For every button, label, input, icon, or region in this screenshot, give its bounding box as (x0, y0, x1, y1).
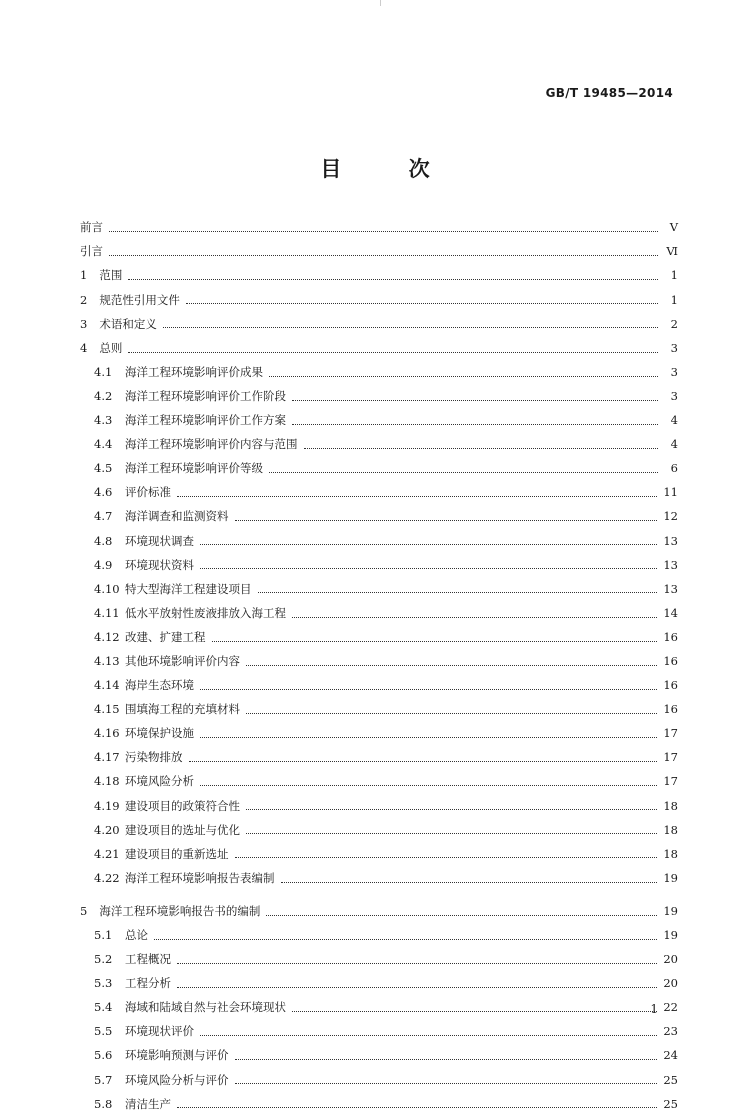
toc-entry-page: 1 (670, 292, 678, 307)
toc-entry-page: 3 (670, 388, 678, 403)
toc-entry-page: 16 (663, 653, 678, 668)
toc-entry-label: 环境现状资料 (125, 557, 194, 572)
toc-entry-page: Ⅴ (669, 220, 678, 235)
toc-entry (80, 505, 678, 529)
toc-entry (80, 216, 678, 240)
toc-entry-label: 海域和陆域自然与社会环境现状 (125, 1000, 286, 1015)
dot-leader (177, 962, 657, 964)
toc-entry-label: 总则 (99, 340, 123, 355)
toc-entry-page: 13 (663, 581, 678, 596)
dot-leader (200, 736, 657, 738)
toc-entry (80, 361, 678, 385)
toc-entry-number: 4.7 (94, 509, 113, 524)
toc-entry (80, 996, 678, 1020)
toc-entry (80, 722, 678, 746)
toc-entry-label: 改建、扩建工程 (125, 629, 206, 644)
toc-entry-number: 4.16 (94, 726, 120, 741)
toc-entry-page: 23 (663, 1024, 678, 1039)
dot-leader (200, 1034, 657, 1036)
toc-entry-number: 5.4 (94, 1000, 113, 1015)
toc-entry-label: 低水平放射性废液排放入海工程 (125, 605, 286, 620)
toc-entry-page: Ⅵ (666, 244, 678, 259)
dot-leader (292, 1010, 657, 1012)
dot-leader (200, 543, 657, 545)
toc-entry-label: 环境影响预测与评价 (125, 1048, 229, 1063)
dot-leader (304, 447, 659, 449)
gutter-mark (380, 0, 381, 6)
toc-entry-number: 1 (80, 268, 88, 283)
toc-entry-page: 19 (663, 870, 678, 885)
toc-entry (80, 481, 678, 505)
dot-leader (292, 616, 657, 618)
toc-entry-label: 其他环境影响评价内容 (125, 653, 240, 668)
toc-entry-number: 5.2 (94, 952, 113, 967)
toc-entry (80, 433, 678, 457)
toc-entry-number: 4 (80, 340, 88, 355)
dot-leader (189, 760, 658, 762)
toc-entry-number: 5.8 (94, 1096, 113, 1111)
dot-leader (200, 784, 657, 786)
toc-entry-number: 4.8 (94, 533, 113, 548)
toc-entry (80, 1044, 678, 1068)
toc-entry-page: 1 (670, 268, 678, 283)
toc-entry (80, 336, 678, 360)
toc-entry-number: 2 (80, 292, 88, 307)
toc-entry-page: 11 (663, 485, 678, 500)
toc-entry (80, 1092, 678, 1116)
toc-entry-number: 4.13 (94, 653, 120, 668)
toc-entry (80, 409, 678, 433)
toc-entry-label: 环境现状调查 (125, 533, 194, 548)
toc-entry-page: 2 (670, 316, 678, 331)
toc-entry-page: 17 (663, 750, 678, 765)
toc-entry-page: 18 (663, 798, 678, 813)
toc-entry (80, 746, 678, 770)
toc-entry (80, 818, 678, 842)
toc-entry-page: 17 (663, 774, 678, 789)
toc-entry-label: 术语和定义 (99, 316, 157, 331)
toc-entry-page: 22 (663, 1000, 678, 1015)
toc-entry (80, 553, 678, 577)
toc-entry-number: 4.15 (94, 702, 120, 717)
toc-entry-page: 18 (663, 822, 678, 837)
toc-entry-label: 建设项目的选址与优化 (125, 822, 240, 837)
toc-entry-number: 3 (80, 316, 88, 331)
toc-entry (80, 972, 678, 996)
toc-entry-label: 海洋工程环境影响报告书的编制 (99, 903, 261, 918)
toc-entry (80, 529, 678, 553)
toc-entry-number: 5.7 (94, 1072, 113, 1087)
toc-entry-number: 4.21 (94, 846, 120, 861)
toc-entry-page: 3 (670, 340, 678, 355)
toc-entry-label: 环境保护设施 (125, 726, 194, 741)
dot-leader (235, 1082, 658, 1084)
toc-entry-label: 海岸生态环境 (125, 678, 194, 693)
toc-entry-number: 4.6 (94, 485, 113, 500)
toc-entry-number: 5.5 (94, 1024, 113, 1039)
toc-entry-page: 12 (663, 509, 678, 524)
toc-entry-page: 3 (670, 364, 678, 379)
toc-entry-page: 25 (663, 1096, 678, 1111)
toc-entry-number: 4.19 (94, 798, 120, 813)
toc-entry-label: 污染物排放 (125, 750, 183, 765)
toc-entry-page: 6 (670, 461, 678, 476)
toc-entry (80, 674, 678, 698)
toc-entry-page: 20 (663, 976, 678, 991)
toc-entry (80, 240, 678, 264)
dot-leader (177, 495, 657, 497)
toc-entry (80, 842, 678, 866)
toc-entry-number: 4.3 (94, 413, 113, 428)
toc-entry-number: 4.14 (94, 678, 120, 693)
toc-entry (80, 602, 678, 626)
dot-leader (266, 914, 657, 916)
toc-entry-label: 环境现状评价 (125, 1024, 194, 1039)
dot-leader (235, 856, 658, 858)
toc-entry-number: 4.5 (94, 461, 113, 476)
toc-entry-number: 4.9 (94, 557, 113, 572)
dot-leader (258, 591, 658, 593)
toc-entry-number: 4.4 (94, 437, 113, 452)
toc-entry-label: 清洁生产 (125, 1096, 171, 1111)
toc-entry-number: 4.11 (94, 605, 120, 620)
dot-leader (246, 832, 657, 834)
toc-entry-page: 16 (663, 702, 678, 717)
dot-leader (109, 254, 658, 256)
dot-leader (212, 640, 658, 642)
toc-entry (80, 385, 678, 409)
toc-entry-page: 20 (663, 952, 678, 967)
toc-entry-page: 13 (663, 557, 678, 572)
toc-entry-label: 引言 (80, 244, 103, 259)
toc-entry-number: 4.10 (94, 581, 120, 596)
toc-entry (80, 312, 678, 336)
dot-leader (128, 351, 658, 353)
page-number: 1 (650, 1002, 658, 1016)
toc-entry-number: 4.18 (94, 774, 120, 789)
toc-entry-page: 25 (663, 1072, 678, 1087)
toc-entry (80, 1020, 678, 1044)
standard-code: GB/T 19485—2014 (545, 86, 673, 100)
toc-entry-label: 海洋工程环境影响评价工作阶段 (125, 388, 286, 403)
toc-entry-label: 评价标准 (125, 485, 171, 500)
toc-entry-label: 环境风险分析与评价 (125, 1072, 229, 1087)
toc-entry (80, 457, 678, 481)
toc-entry (80, 794, 678, 818)
toc-entry (80, 900, 678, 924)
toc-entry (80, 948, 678, 972)
dot-leader (269, 471, 658, 473)
toc-entry-number: 5 (80, 903, 88, 918)
toc-entry-label: 总论 (125, 928, 148, 943)
toc-entry-page: 4 (670, 437, 678, 452)
toc-entry-page: 17 (663, 726, 678, 741)
toc-entry-label: 围填海工程的充填材料 (125, 702, 240, 717)
toc-entry-number: 5.3 (94, 976, 113, 991)
toc-entry-label: 规范性引用文件 (99, 292, 180, 307)
toc-entry (80, 770, 678, 794)
toc-entry (80, 626, 678, 650)
toc-entry-label: 建设项目的重新选址 (125, 846, 229, 861)
toc-entry-page: 4 (670, 413, 678, 428)
toc-entry-number: 4.2 (94, 388, 113, 403)
toc-entry-number: 4.12 (94, 629, 120, 644)
toc-entry (80, 867, 678, 891)
toc-entry-label: 海洋工程环境影响评价工作方案 (125, 413, 286, 428)
toc-entry-page: 16 (663, 678, 678, 693)
dot-leader (109, 230, 658, 232)
toc-entry-page: 19 (663, 903, 678, 918)
toc-entry-label: 海洋工程环境影响评价成果 (125, 364, 263, 379)
toc-entry (80, 264, 678, 288)
dot-leader (163, 326, 658, 328)
toc-entry-label: 海洋工程环境影响评价等级 (125, 461, 263, 476)
toc-entry-page: 24 (663, 1048, 678, 1063)
toc-entry (80, 577, 678, 601)
toc-entry-label: 工程分析 (125, 976, 171, 991)
dot-leader (128, 278, 658, 280)
dot-leader (246, 808, 657, 810)
toc-entry (80, 924, 678, 948)
dot-leader (246, 664, 657, 666)
toc-entry-number: 5.6 (94, 1048, 113, 1063)
toc-entry-page: 14 (663, 605, 678, 620)
toc-entry-page: 13 (663, 533, 678, 548)
toc-entry-label: 海洋工程环境影响报告表编制 (125, 870, 275, 885)
toc-entry-label: 建设项目的政策符合性 (125, 798, 240, 813)
toc-entry (80, 650, 678, 674)
dot-leader (292, 399, 658, 401)
dot-leader (200, 688, 657, 690)
dot-leader (177, 1106, 657, 1108)
toc-entry-number: 4.1 (94, 364, 113, 379)
dot-leader (246, 712, 657, 714)
dot-leader (292, 423, 658, 425)
dot-leader (186, 302, 658, 304)
toc-entry-label: 工程概况 (125, 952, 171, 967)
toc-entry-page: 16 (663, 629, 678, 644)
toc-entry (80, 698, 678, 722)
dot-leader (269, 375, 658, 377)
toc-entry (80, 288, 678, 312)
toc-entry-label: 海洋工程环境影响评价内容与范围 (125, 437, 298, 452)
dot-leader (235, 519, 658, 521)
dot-leader (154, 938, 657, 940)
toc-entry-label: 海洋调查和监测资料 (125, 509, 229, 524)
toc-entry-number: 4.20 (94, 822, 120, 837)
toc-entry-page: 18 (663, 846, 678, 861)
toc-entry-number: 4.17 (94, 750, 120, 765)
table-of-contents (80, 216, 678, 1116)
dot-leader (235, 1058, 658, 1060)
toc-entry-label: 范围 (99, 268, 123, 283)
toc-entry-label: 特大型海洋工程建设项目 (125, 581, 252, 596)
toc-entry-number: 5.1 (94, 928, 113, 943)
page-title: 目 次 (320, 156, 460, 181)
toc-entry-label: 前言 (80, 220, 103, 235)
toc-entry-number: 4.22 (94, 870, 120, 885)
toc-entry-label: 环境风险分析 (125, 774, 194, 789)
dot-leader (281, 881, 658, 883)
toc-entry-page: 19 (663, 928, 678, 943)
dot-leader (177, 986, 657, 988)
dot-leader (200, 567, 657, 569)
